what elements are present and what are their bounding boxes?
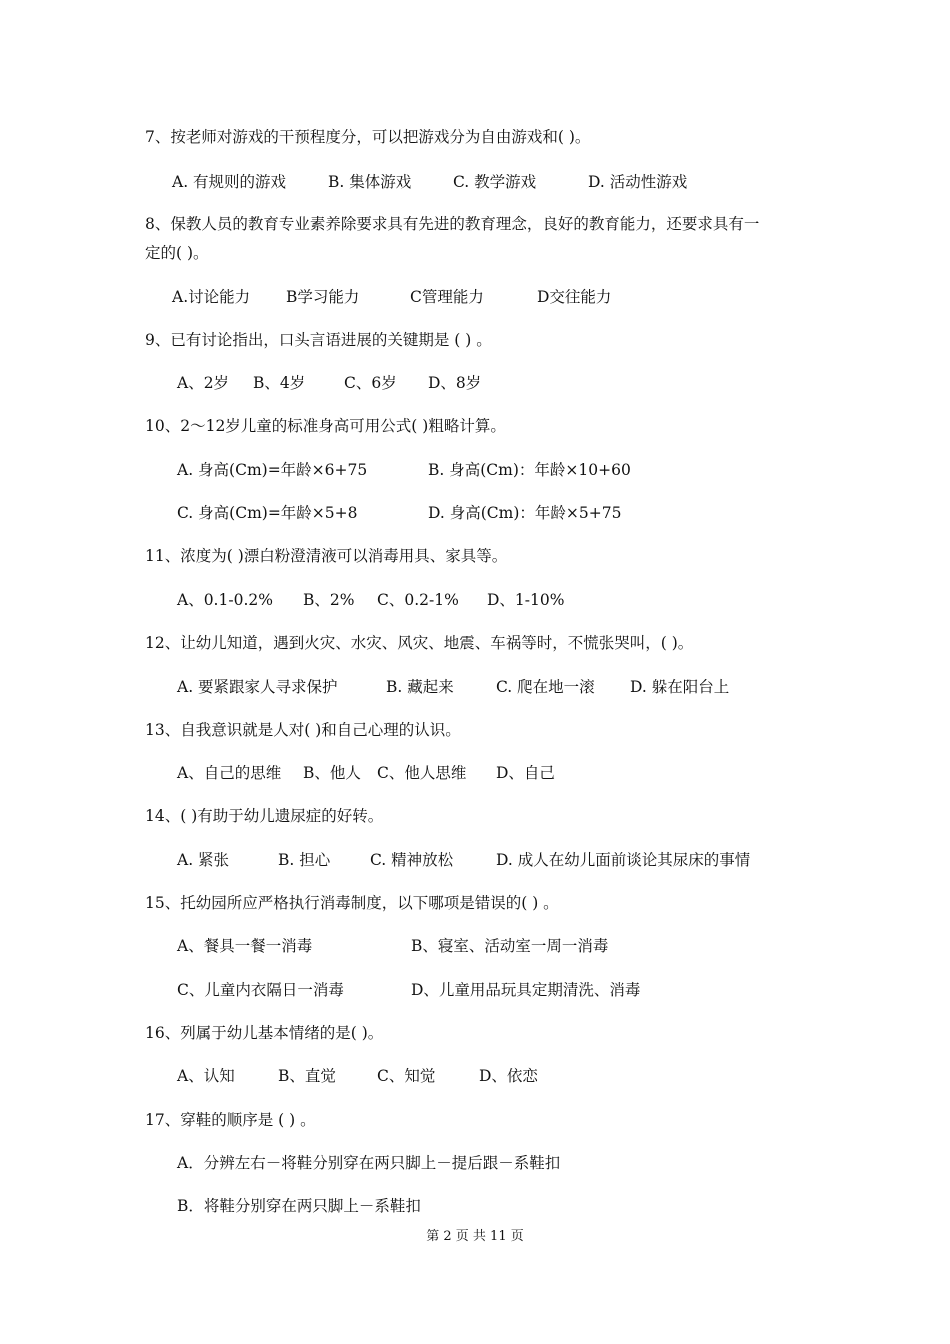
question-10-option-c: C. 身高(Cm)=年龄×5+8	[177, 504, 358, 522]
question-16-option-a: A、认知	[177, 1067, 235, 1085]
question-16-stem: 16、列属于幼儿基本情绪的是( )。	[145, 1024, 384, 1042]
question-11-option-a: A、0.1-0.2%	[177, 591, 273, 609]
page-footer: 第 2 页 共 11 页	[426, 1229, 524, 1244]
question-15-stem: 15、托幼园所应严格执行消毒制度，以下哪项是错误的( ) 。	[145, 894, 559, 912]
question-10-option-a: A. 身高(Cm)=年龄×6+75	[177, 461, 368, 479]
question-12-option-d: D. 躲在阳台上	[630, 678, 730, 696]
question-17-option-a: A．分辨左右－将鞋分别穿在两只脚上－提后跟－系鞋扣	[177, 1154, 561, 1172]
question-7-option-c: C. 教学游戏	[453, 173, 537, 191]
question-15-option-b: B、寝室、活动室一周一消毒	[411, 937, 609, 955]
question-10-option-b: B. 身高(Cm)：年龄×10+60	[428, 461, 631, 479]
question-16-option-d: D、依恋	[479, 1067, 538, 1085]
question-8-option-b: B学习能力	[286, 288, 360, 306]
question-13-option-c: C、他人思维	[377, 764, 467, 782]
question-11-option-c: C、0.2-1%	[377, 591, 459, 609]
question-9-option-a: A、2岁	[177, 374, 230, 392]
question-10-stem: 10、2～12岁儿童的标准身高可用公式( )粗略计算。	[145, 417, 506, 435]
question-8-stem-line-1: 8、保教人员的教育专业素养除要求具有先进的教育理念，良好的教育能力，还要求具有一	[145, 215, 760, 233]
question-12-option-a: A. 要紧跟家人寻求保护	[177, 678, 338, 696]
question-10-option-d: D. 身高(Cm)：年龄×5+75	[428, 504, 622, 522]
question-16-option-c: C、知觉	[377, 1067, 436, 1085]
question-9-stem: 9、已有讨论指出，口头言语进展的关键期是 ( ) 。	[145, 331, 492, 349]
question-8-option-c: C管理能力	[410, 288, 484, 306]
question-12-option-b: B. 藏起来	[386, 678, 454, 696]
question-17-stem: 17、穿鞋的顺序是 ( ) 。	[145, 1111, 316, 1129]
question-8-option-d: D交往能力	[537, 288, 612, 306]
question-7-stem: 7、按老师对游戏的干预程度分，可以把游戏分为自由游戏和( )。	[145, 128, 591, 146]
question-13-option-b: B、他人	[303, 764, 361, 782]
question-14-option-d: D. 成人在幼儿面前谈论其尿床的事情	[496, 851, 751, 869]
question-15-option-d: D、儿童用品玩具定期清洗、消毒	[411, 981, 641, 999]
question-9-option-b: B、4岁	[253, 374, 306, 392]
question-12-stem: 12、让幼儿知道，遇到火灾、水灾、风灾、地震、车祸等时，不慌张哭叫，( )。	[145, 634, 694, 652]
question-8-stem-line-2: 定的( )。	[145, 244, 209, 262]
question-7-option-a: A. 有规则的游戏	[172, 173, 287, 191]
question-14-option-c: C. 精神放松	[370, 851, 454, 869]
question-13-stem: 13、自我意识就是人对( )和自己心理的认识。	[145, 721, 461, 739]
question-12-option-c: C. 爬在地一滚	[496, 678, 595, 696]
question-8-option-a: A.讨论能力	[172, 288, 251, 306]
question-14-option-a: A. 紧张	[177, 851, 230, 869]
question-15-option-a: A、餐具一餐一消毒	[177, 937, 313, 955]
question-11-stem: 11、浓度为( )漂白粉澄清液可以消毒用具、家具等。	[145, 547, 508, 565]
question-14-stem: 14、( )有助于幼儿遗尿症的好转。	[145, 807, 384, 825]
question-13-option-a: A、自己的思维	[177, 764, 282, 782]
question-11-option-b: B、2%	[303, 591, 355, 609]
question-7-option-d: D. 活动性游戏	[588, 173, 688, 191]
question-7-option-b: B. 集体游戏	[328, 173, 412, 191]
question-17-option-b: B．将鞋分别穿在两只脚上－系鞋扣	[177, 1197, 421, 1215]
question-11-option-d: D、1-10%	[487, 591, 565, 609]
question-15-option-c: C、儿童内衣隔日一消毒	[177, 981, 344, 999]
question-16-option-b: B、直觉	[278, 1067, 336, 1085]
question-9-option-c: C、6岁	[344, 374, 397, 392]
question-9-option-d: D、8岁	[428, 374, 482, 392]
question-14-option-b: B. 担心	[278, 851, 331, 869]
question-13-option-d: D、自己	[496, 764, 555, 782]
